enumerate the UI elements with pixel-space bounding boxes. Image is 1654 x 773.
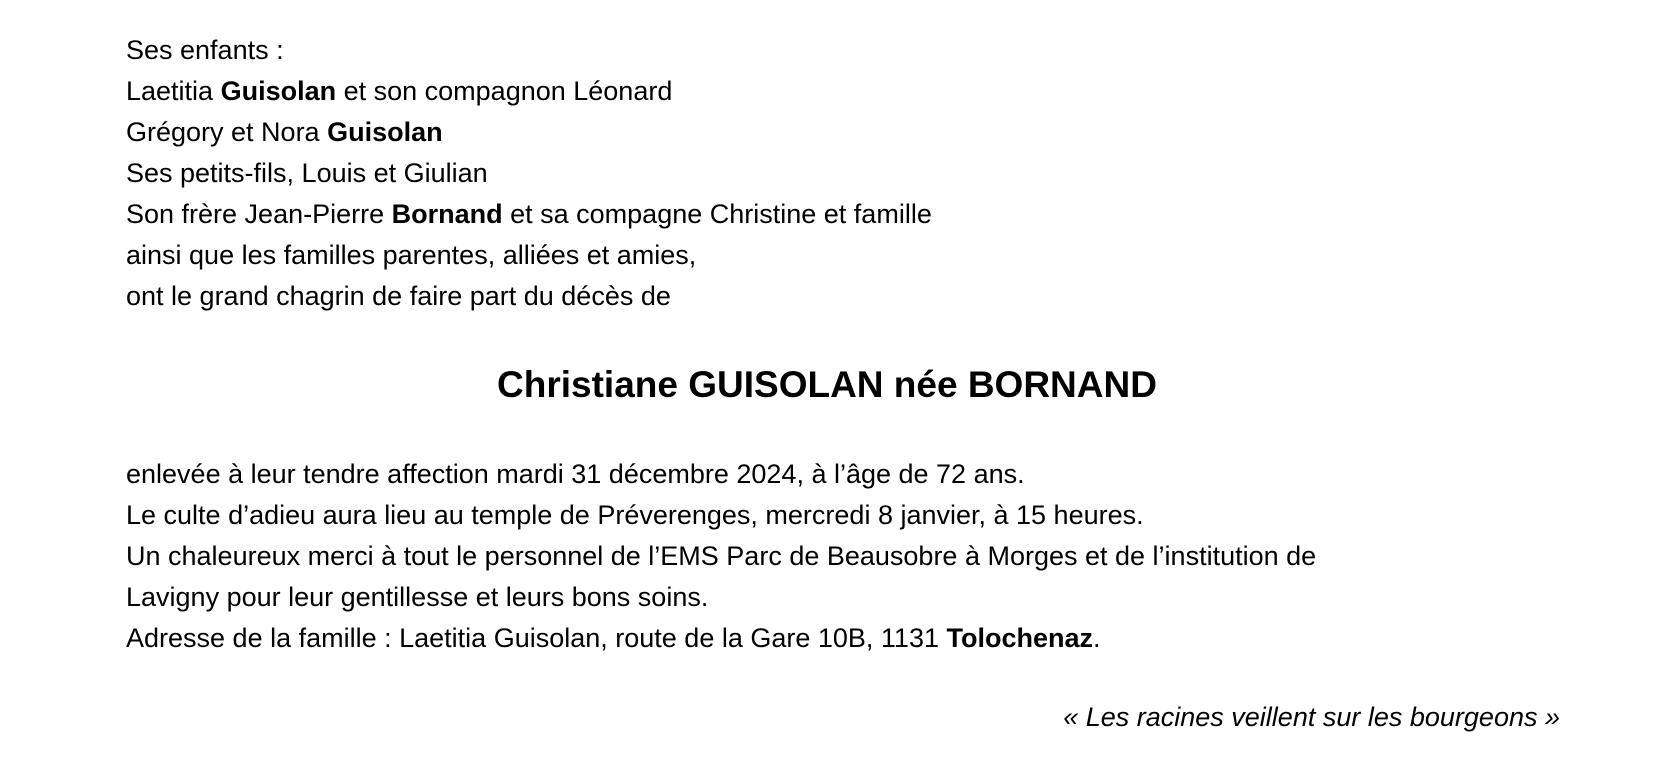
surname-bold: Bornand bbox=[391, 199, 503, 229]
family-intro bbox=[126, 31, 284, 69]
family-line-text: Grégory et Nora bbox=[126, 117, 328, 147]
family-line-laetitia bbox=[126, 72, 672, 110]
family-line-gregory bbox=[126, 113, 443, 151]
family-line-brother bbox=[126, 195, 932, 233]
family-line-text: Ses petits-fils, Louis et Giulian bbox=[126, 158, 488, 188]
details-line-thanks-cont bbox=[126, 578, 708, 616]
surname-bold: Guisolan bbox=[220, 76, 337, 106]
deceased-name: Christiane GUISOLAN née BORNAND bbox=[497, 364, 1157, 405]
family-line-announcement bbox=[126, 277, 671, 315]
family-intro-text: Ses enfants : bbox=[126, 35, 284, 65]
details-text: . bbox=[1093, 623, 1101, 653]
details-text: Un chaleureux merci à tout le personnel de l’EMS Parc de Beausobre à Morges et de l’institution de bbox=[126, 541, 1317, 571]
details-line-thanks bbox=[126, 537, 1316, 575]
family-line-text: ainsi que les familles parentes, alliées et amies, bbox=[126, 240, 697, 270]
family-line-relatives bbox=[126, 236, 696, 274]
family-line-grandchildren bbox=[126, 154, 488, 192]
details-text: Le culte d’adieu aura lieu au temple de Préverenges, mercredi 8 janvier, à 15 heures. bbox=[126, 500, 1144, 530]
details-line-address bbox=[126, 619, 1101, 657]
family-line-text: et son compagnon Léonard bbox=[336, 76, 673, 106]
surname-bold: Guisolan bbox=[327, 117, 443, 147]
details-line-service bbox=[126, 496, 1144, 534]
family-line-text: Son frère Jean-Pierre bbox=[126, 199, 392, 229]
family-line-text: Laetitia bbox=[126, 76, 221, 106]
details-text: enlevée à leur tendre affection mardi 31 décembre 2024, à l’âge de 72 ans. bbox=[126, 459, 1025, 489]
family-line-text: ont le grand chagrin de faire part du décès de bbox=[126, 281, 671, 311]
details-text: Adresse de la famille : Laetitia Guisolan, route de la Gare 10B, 1131 bbox=[126, 623, 947, 653]
details-line-death bbox=[126, 455, 1025, 493]
town-bold: Tolochenaz bbox=[946, 623, 1093, 653]
closing-quote: « Les racines veillent sur les bourgeons » bbox=[1063, 702, 1560, 732]
family-line-text: et sa compagne Christine et famille bbox=[502, 199, 932, 229]
details-text: Lavigny pour leur gentillesse et leurs bons soins. bbox=[126, 582, 709, 612]
